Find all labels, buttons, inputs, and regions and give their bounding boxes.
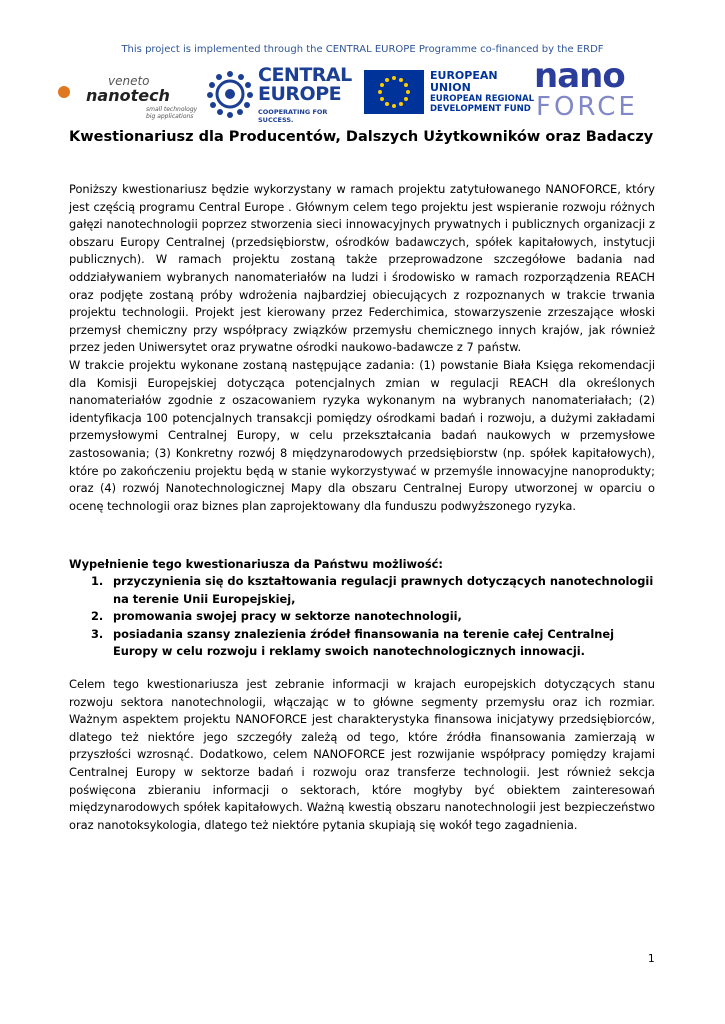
veneto-logo-line2: nanotech — [86, 86, 170, 105]
eu-logo-line3: DEVELOPMENT FUND — [430, 104, 531, 114]
logo-strip — [58, 56, 658, 124]
paragraph-project-tasks: W trakcie projektu wykonane zostaną następujące zadania: (1) powstanie Biała Księga rekomendacji dla Komisji Europejskiej dotycząca potencjalnych zmian w regulacji REACH dla określonych nanomateriałów zgodnie z oszacowaniem ryzyka wykonanym na wybranych nanomateriałach; (2) identyfikacja 100 potencjalnych transakcji pomiędzy ośrodkami badań i rozwoju, a dużymi zakładami przemysłowymi Centralnej Europy, w celu przekształcania badań naukowych w przemysłowe zastosowania; (3) Konkretny rozwój 8 międzynarodowych przedsiębiorstw (np. spółek kapitałowych), które po zakończeniu projektu będą w stanie wykorzystywać w przemyśle innowacyjne nanoprodukty; oraz (4) rozwój Nanotechnologicznej Mapy dla obszaru Centralnej Europy utworzonej w oparciu o ocenę technologii oraz biznes plan zaprojektowany dla funduszu podwyższonego ryzyka. — [69, 357, 655, 513]
list-item-number: 3. — [91, 626, 104, 641]
veneto-dot-icon — [58, 86, 70, 98]
list-item — [69, 573, 655, 608]
paragraph-questionnaire-purpose: Celem tego kwestionariusza jest zebranie informacji w krajach europejskich dotyczących stanu rozwoju sektora nanotechnologii, włączając w to główne segmenty przemysłu oraz ich rozmiar. Ważnym aspektem projektu NANOFORCE jest charakterystyka finansowa inicjatywy przedsiębiorców, dlatego też niektóre jego szczegóły zależą od tego, które źródła finansowania zamierzają w przyszłości wzrosnąć. Dodatkowo, celem NANOFORCE jest rozwijanie współpracy pomiędzy krajami Centralnej Europy w sektorze badań i rozwoju oraz transferze technologii. Jest również sekcja poświęcona zbieraniu informacji o sektorach, które mogłyby być obiektem zainteresowań międzynarodowych spółek kapitałowych. Ważną kwestią obszaru nanotechnologii jest bezpieczeństwo oraz nanotoksykologia, dlatego też niektóre pytania skupiają się wokół tego zagadnienia. — [69, 677, 655, 832]
benefits-list — [69, 573, 655, 661]
central-europe-logo-line1: CENTRAL — [258, 64, 352, 86]
benefits-heading: Wypełnienie tego kwestionariusza da Państwu możliwość: — [69, 557, 443, 571]
veneto-nanotech-logo — [58, 72, 198, 122]
list-item-text: promowania swojej pracy w sektorze nanotechnologii, — [113, 609, 462, 624]
eu-flag-icon — [364, 70, 424, 114]
header-banner: This project is implemented through the CENTRAL EUROPE Programme co-financed by the ERDF — [121, 44, 604, 55]
document-title: Kwestionariusz dla Producentów, Dalszych Użytkowników oraz Badaczy — [69, 129, 654, 145]
nanoforce-logo-line1: nano — [534, 56, 625, 96]
list-item-text: przyczynienia się do kształtowania regulacji prawnych dotyczących nanotechnologii na terenie Unii Europejskiej, — [113, 574, 654, 606]
eu-logo-line1: EUROPEAN UNION — [430, 69, 498, 94]
list-item — [69, 626, 655, 661]
central-europe-logo-tagline: COOPERATING FOR SUCCESS. — [258, 108, 328, 124]
list-item-number: 2. — [91, 609, 104, 624]
list-item-text: posiadania szansy znalezienia źródeł finansowania na terenie całej Centralnej Europy w celu rozwoju i reklamy swoich nanotechnologicznych innowacji. — [113, 626, 615, 659]
nanoforce-logo-line2: FORCE — [536, 92, 638, 122]
list-item — [69, 608, 655, 626]
nanoforce-logo — [534, 56, 654, 122]
central-europe-logo-line2: EUROPE — [258, 83, 342, 105]
paragraph-project-description: Poniższy kwestionariusz będzie wykorzystany w ramach projektu zatytułowanego NANOFORCE, który jest częścią programu Central Europe . Głównym celem tego projektu jest wspieranie rozwoju różnych gałęzi nanotechnologii poprzez stworzenia sieci innowacyjnych prywatnych i publicznych organizacji z obszaru Europy Centralnej (przedsiębiorstw, ośrodków badawczych, spółek kapitałowych, instytucji publicznych). W ramach projektu zostaną także przeprowadzone szczegółowe badania nad oddziaływaniem wybranych nanomateriałów na ludzi i środowisko w ramach rozporządzenia REACH oraz podjęte zostaną próby wdrożenia najbardziej obiecujących z rozpoznanych w trakcie trwania projektu technologii. Projekt jest kierowany przez Federchimica, stowarzyszenie zrzeszające włoski przemysł chemiczny przy współpracy związków przemysłu chemicznego innych krajów, jak również przez jeden Uniwersytet oraz prywatne ośrodki naukowo-badawcze z 7 państw. — [69, 182, 655, 355]
list-item-number: 1. — [91, 574, 104, 588]
central-europe-logo — [204, 66, 356, 124]
central-europe-emblem-icon — [204, 68, 256, 120]
intro-paragraphs — [69, 181, 655, 515]
eu-fund-logo-text — [430, 70, 534, 114]
veneto-logo-tagline: small technology big applications — [146, 106, 198, 120]
eu-logo-line2: EUROPEAN REGIONAL — [430, 94, 534, 104]
veneto-logo-line1: veneto — [108, 74, 150, 88]
page-number: 1 — [648, 953, 655, 965]
